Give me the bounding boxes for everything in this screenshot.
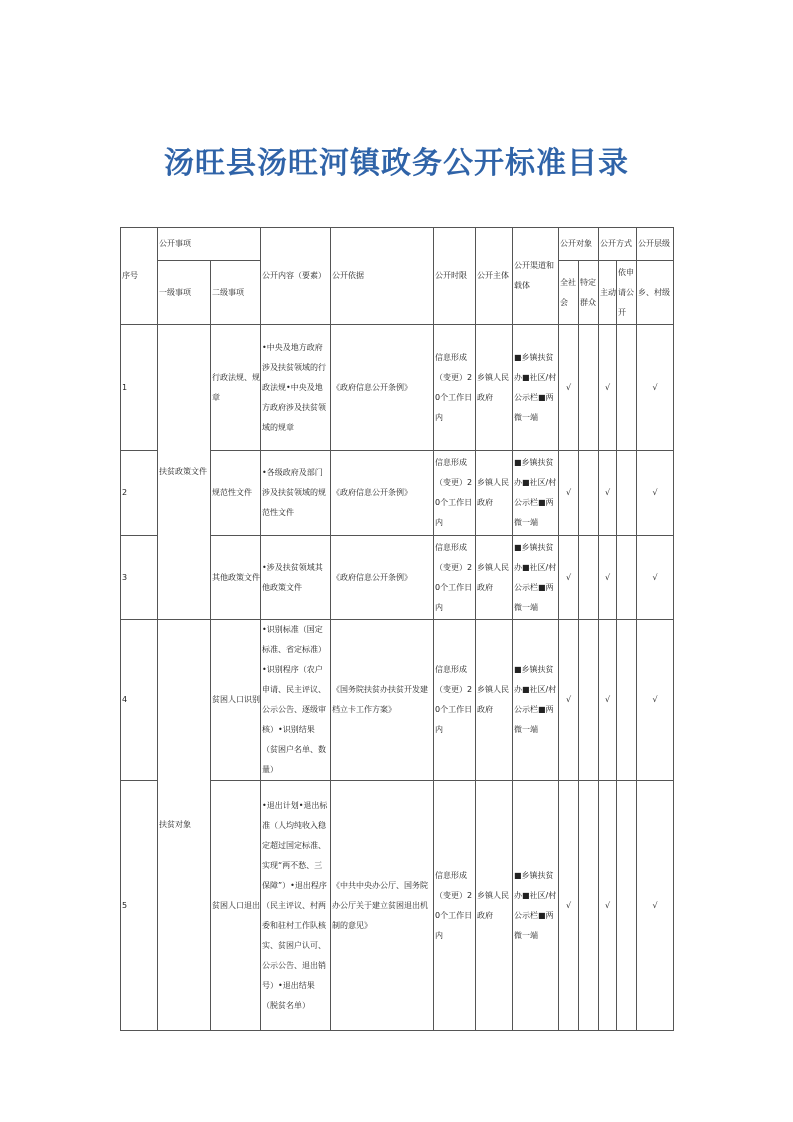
header-content: 公开内容（要素） — [261, 228, 331, 325]
row-level2: 贫困人口退出 — [211, 781, 261, 1031]
row-channel: ■乡镇扶贫办■社区/村公示栏■两微一端 — [513, 325, 559, 451]
check-township: √ — [637, 536, 674, 620]
row-number: 2 — [121, 451, 158, 536]
row-level2: 行政法规、规章 — [211, 325, 261, 451]
check-township: √ — [637, 620, 674, 781]
check-active: √ — [599, 325, 617, 451]
check-all: √ — [559, 620, 579, 781]
row-subject: 乡镇人民政府 — [476, 781, 513, 1031]
check-specific — [579, 536, 599, 620]
row-level2: 贫困人口识别 — [211, 620, 261, 781]
row-time-limit: 信息形成（变更）20个工作日内 — [434, 451, 476, 536]
row-time-limit: 信息形成（变更）20个工作日内 — [434, 620, 476, 781]
check-specific — [579, 325, 599, 451]
header-level2: 二级事项 — [211, 261, 261, 325]
row-content: •识别标准（国定标准、省定标准）•识别程序（农户申请、民主评议、公示公告、逐级审核）•识别结果（贫困户名单、数量） — [261, 620, 331, 781]
row-content: •中央及地方政府涉及扶贫领域的行政法规•中央及地方政府涉及扶贫领域的规章 — [261, 325, 331, 451]
row-content: •退出计划•退出标准（人均纯收入稳定超过国定标准、实现“两不愁、三保障”）•退出程序（民主评议、村两委和驻村工作队核实、贫困户认可、公示公告、退出销号）•退出结果（脱贫名单） — [261, 781, 331, 1031]
check-active: √ — [599, 781, 617, 1031]
header-time-limit: 公开时限 — [434, 228, 476, 325]
header-seq: 序号 — [121, 228, 158, 325]
check-all: √ — [559, 451, 579, 536]
check-request — [617, 451, 637, 536]
row-basis: 《国务院扶贫办扶贫开发建档立卡工作方案》 — [331, 620, 434, 781]
header-target: 公开对象 — [559, 228, 599, 261]
check-active: √ — [599, 620, 617, 781]
header-level: 公开层级 — [637, 228, 674, 261]
check-request — [617, 325, 637, 451]
row-subject: 乡镇人民政府 — [476, 536, 513, 620]
row-channel: ■乡镇扶贫办■社区/村公示栏■两微一端 — [513, 620, 559, 781]
check-active: √ — [599, 451, 617, 536]
check-township: √ — [637, 781, 674, 1031]
row-channel: ■乡镇扶贫办■社区/村公示栏■两微一端 — [513, 536, 559, 620]
group-policy-documents: 扶贫政策文件 — [158, 325, 211, 620]
check-specific — [579, 451, 599, 536]
table-row — [121, 325, 674, 451]
check-request — [617, 781, 637, 1031]
header-basis: 公开依据 — [331, 228, 434, 325]
catalog-table — [120, 227, 674, 1031]
check-all: √ — [559, 536, 579, 620]
check-all: √ — [559, 325, 579, 451]
row-time-limit: 信息形成（变更）20个工作日内 — [434, 325, 476, 451]
check-specific — [579, 620, 599, 781]
check-specific — [579, 781, 599, 1031]
page-title: 汤旺县汤旺河镇政务公开标准目录 — [164, 146, 629, 181]
check-township: √ — [637, 325, 674, 451]
row-basis: 《政府信息公开条例》 — [331, 451, 434, 536]
row-time-limit: 信息形成（变更）20个工作日内 — [434, 536, 476, 620]
row-number: 1 — [121, 325, 158, 451]
row-subject: 乡镇人民政府 — [476, 325, 513, 451]
table-row — [121, 620, 674, 781]
row-level2: 其他政策文件 — [211, 536, 261, 620]
header-level-township: 乡、村级 — [637, 261, 674, 325]
row-subject: 乡镇人民政府 — [476, 451, 513, 536]
row-subject: 乡镇人民政府 — [476, 620, 513, 781]
check-active: √ — [599, 536, 617, 620]
row-basis: 《政府信息公开条例》 — [331, 536, 434, 620]
header-matters: 公开事项 — [158, 228, 261, 261]
row-content: •涉及扶贫领域其他政策文件 — [261, 536, 331, 620]
row-number: 4 — [121, 620, 158, 781]
row-number: 3 — [121, 536, 158, 620]
header-method: 公开方式 — [599, 228, 637, 261]
row-channel: ■乡镇扶贫办■社区/村公示栏■两微一端 — [513, 451, 559, 536]
check-request — [617, 536, 637, 620]
row-basis: 《中共中央办公厅、国务院办公厅关于建立贫困退出机制的意见》 — [331, 781, 434, 1031]
row-channel: ■乡镇扶贫办■社区/村公示栏■两微一端 — [513, 781, 559, 1031]
header-target-all: 全社会 — [559, 261, 579, 325]
header-channel: 公开渠道和载体 — [513, 228, 559, 325]
header-level1: 一级事项 — [158, 261, 211, 325]
header-method-request: 依申请公开 — [617, 261, 637, 325]
row-basis: 《政府信息公开条例》 — [331, 325, 434, 451]
header-target-specific: 特定群众 — [579, 261, 599, 325]
check-request — [617, 620, 637, 781]
check-township: √ — [637, 451, 674, 536]
row-time-limit: 信息形成（变更）20个工作日内 — [434, 781, 476, 1031]
header-subject: 公开主体 — [476, 228, 513, 325]
check-all: √ — [559, 781, 579, 1031]
row-number: 5 — [121, 781, 158, 1031]
group-poverty-targets: 扶贫对象 — [158, 620, 211, 1031]
row-content: •各级政府及部门涉及扶贫领域的规范性文件 — [261, 451, 331, 536]
header-method-active: 主动 — [599, 261, 617, 325]
row-level2: 规范性文件 — [211, 451, 261, 536]
